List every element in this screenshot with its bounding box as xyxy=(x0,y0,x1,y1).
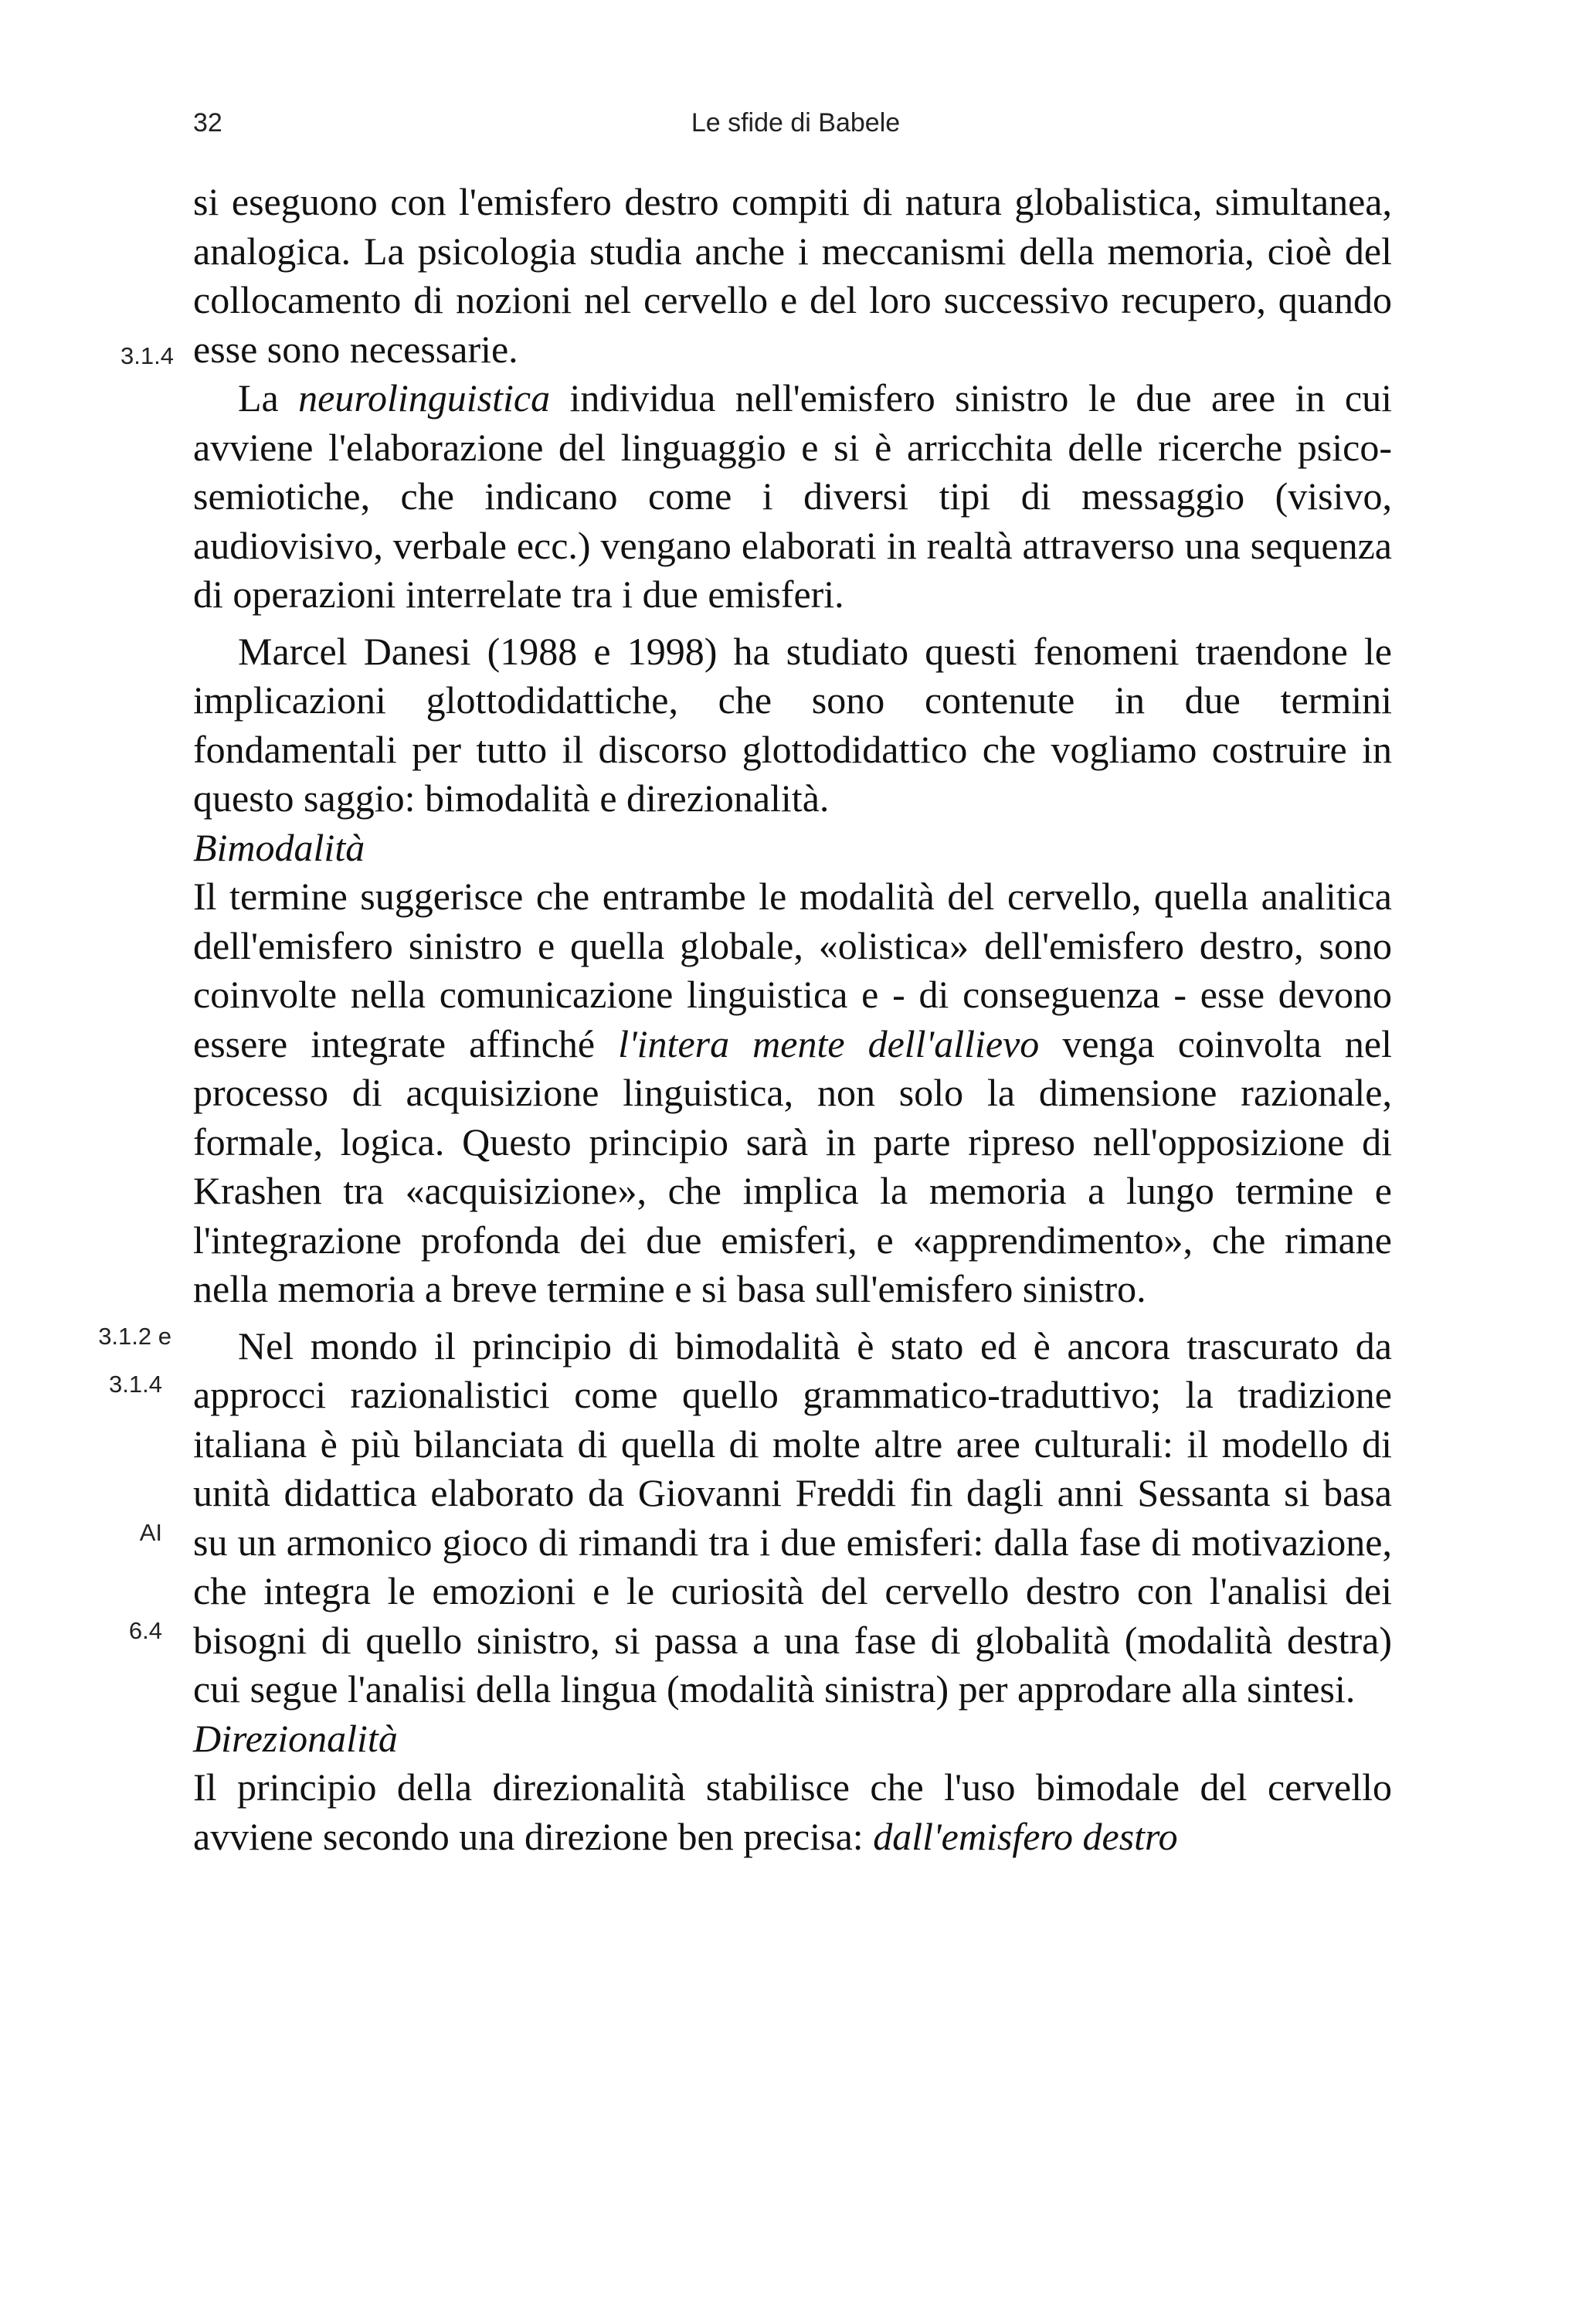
running-header xyxy=(193,108,1398,147)
running-title: Le sfide di Babele xyxy=(691,108,901,138)
margin-note: AI xyxy=(139,1519,162,1546)
paragraph: Il principio della direzionalità stabilisce che l'uso bimodale del cervello avviene secondo una direzione ben precisa: dall'emisfero destro xyxy=(193,1765,1392,1858)
paragraph: Marcel Danesi (1988 e 1998) ha studiato questi fenomeni traendone le implicazioni glottodidattiche, che sono contenute in due termini fondamentali per tutto il discorso glottodidattico che vogliamo costruire in questo saggio: bimodalità e direzionalità. xyxy=(193,629,1392,820)
margin-note: 3.1.4 xyxy=(109,1371,162,1398)
paragraph: Nel mondo il principio di bimodalità è stato ed è ancora trascurato da approcci razionalistici come quello grammatico-traduttivo; la tradizione italiana è più bilanciata di quella di molte altre aree culturali: il modello di unità didattica elaborato da Giovanni Freddi fin dagli anni Sessanta si basa su un armonico gioco di rimandi tra i due emisferi: dalla fase di motivazione, che integra le emozioni e le curiosità del cervello destro con l'analisi dei bisogni di quello sinistro, si passa a una fase di globalità (modalità destra) cui segue l'analisi della lingua (modalità sinistra) per approdare alla sintesi. xyxy=(193,1323,1392,1711)
margin-note: 3.1.4 xyxy=(121,342,174,369)
page-number: 32 xyxy=(193,108,222,138)
paragraph: La neurolinguistica individua nell'emisfero sinistro le due aree in cui avviene l'elaborazione del linguaggio e si è arricchita delle ricerche psico-semiotiche, che indicano come i diversi tipi di messaggio (visivo, audiovisivo, verbale ecc.) vengano elaborati in realtà attraverso una sequenza di operazioni interrelate tra i due emisferi. xyxy=(193,376,1393,616)
margin-note: 6.4 xyxy=(128,1617,162,1644)
paragraph: si eseguono con l'emisfero destro compiti di natura globalistica, simultanea, analogica. La psicologia studia anche i meccanismi della memoria, cioè del collocamento di nozioni nel cervello e del loro successivo recupero, quando esse sono necessarie. xyxy=(193,180,1392,371)
section-heading: Bimodalità xyxy=(193,825,365,869)
emphasis: neurolinguistica xyxy=(298,376,551,420)
emphasis: l'intera mente dell'allievo xyxy=(618,1021,1040,1065)
paragraph: Il termine suggerisce che entrambe le modalità del cervello, quella analitica dell'emisfero sinistro e quella globale, «olistica» dell'emisfero destro, sono coinvolte nella comunicazione linguistica e - di conseguenza - esse devono essere integrate affinché l'intera mente dell'allievo venga coinvolta nel processo di acquisizione linguistica, non solo la dimensione razionale, formale, logica. Questo principio sarà in parte ripreso nell'opposizione di Krashen tra «acquisizione», che implica la memoria a lungo termine e l'integrazione profonda dei due emisferi, e «apprendimento», che rimane nella memoria a breve termine e si basa sull'emisfero sinistro. xyxy=(193,875,1392,1310)
emphasis: dall'emisfero destro xyxy=(873,1814,1178,1858)
body-text xyxy=(193,178,1392,1861)
margin-note: 3.1.2 e xyxy=(98,1323,171,1350)
section-heading: Direzionalità xyxy=(193,1716,398,1760)
